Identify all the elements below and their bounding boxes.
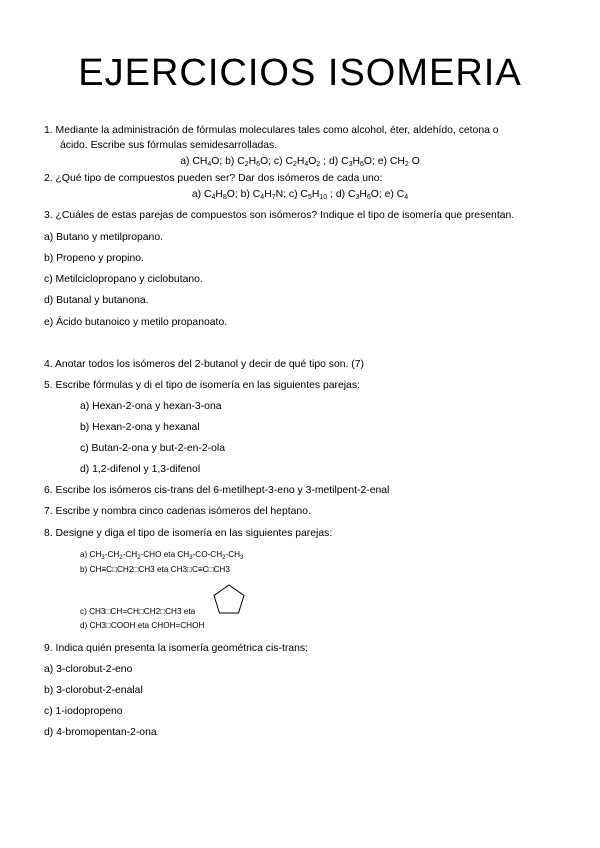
question-9-item: c) 1-iodopropeno [44, 706, 123, 717]
question-2-formulas: a) $C_4H_8O$; b) $C_4H_7N$; c) $C_5H_{10}$ ; d) $C_3H_6O$; e) $C_4$ [191, 189, 409, 201]
question-1-formulas: a) $CH_4O$; b) $C_2H_6O$; c) $C_2H_4O_2$ ; d) $C_3H_6O$; e) $CH_2$ O [180, 156, 420, 168]
question-8-item-a: a) $CH_3-CH_2-CH_2$-CHO eta $CH_3-CO-CH_2-CH_3$ [80, 550, 244, 561]
question-5-line-1: 5. Escribe fórmulas y di el tipo de isomería en las siguientes parejas: [44, 380, 360, 391]
question-7-line-1: 7. Escribe y nombra cinco cadenas isómeros del heptano. [44, 506, 311, 517]
question-8-item-b: b) CH≡C□CH2□CH3 eta CH3□C≡C□CH3 [80, 565, 230, 574]
question-5-item: b) Hexan-2-ona y hexanal [80, 422, 200, 433]
question-1-line-2: ácido. Escribe sus fórmulas semidesarrolladas. [60, 140, 278, 151]
question-3-item: c) Metilciclopropano y ciclobutano. [44, 274, 203, 285]
question-8-line-1: 8. Designe y diga el tipo de isomería en las siguientes parejas: [44, 528, 333, 539]
question-9-item: b) 3-clorobut-2-enalal [44, 685, 143, 696]
cyclopentane-pentagon-icon [212, 583, 246, 615]
question-8-item-d: d) CH3□COOH eta CHOH=CHOH [80, 621, 205, 630]
question-8-item-c: c) CH3□CH=CH□CH2□CH3 eta [80, 607, 196, 616]
question-4-line-1: 4. Anotar todos los isómeros del 2-butanol y decir de qué tipo son. (7) [44, 359, 364, 370]
question-5-item: a) Hexan-2-ona y hexan-3-ona [80, 401, 222, 412]
question-1-line-1: 1. Mediante la administración de fórmulas moleculares tales como alcohol, éter, aldehído, cetona o [44, 125, 499, 136]
question-3-item: d) Butanal y butanona. [44, 295, 149, 306]
question-3-item: a) Butano y metilpropano. [44, 232, 163, 243]
question-9-item: a) 3-clorobut-2-eno [44, 664, 133, 675]
page-title: EJERCICIOS ISOMERIA [78, 52, 522, 94]
question-3-item: b) Propeno y propino. [44, 253, 144, 264]
question-9-item: d) 4-bromopentan-2-ona [44, 727, 157, 738]
question-5-item: d) 1,2-difenol y 1,3-difenol [80, 464, 201, 475]
question-6-line-1: 6. Escribe los isómeros cis-trans del 6-metilhept-3-eno y 3-metilpent-2-enal [44, 485, 390, 496]
question-9-line-1: 9. Indica quién presenta la isomería geométrica cis-trans: [44, 643, 308, 654]
question-2-line-1: 2. ¿Qué tipo de compuestos pueden ser? Dar dos isómeros de cada uno: [44, 173, 383, 184]
question-3-item: e) Ácido butanoico y metilo propanoato. [44, 317, 228, 328]
question-5-item: c) Butan-2-ona y but-2-en-2-ola [80, 443, 225, 454]
question-3-line-1: 3. ¿Cuáles de estas parejas de compuestos son isómeros? Indique el tipo de isomería que presentan. [44, 210, 515, 221]
